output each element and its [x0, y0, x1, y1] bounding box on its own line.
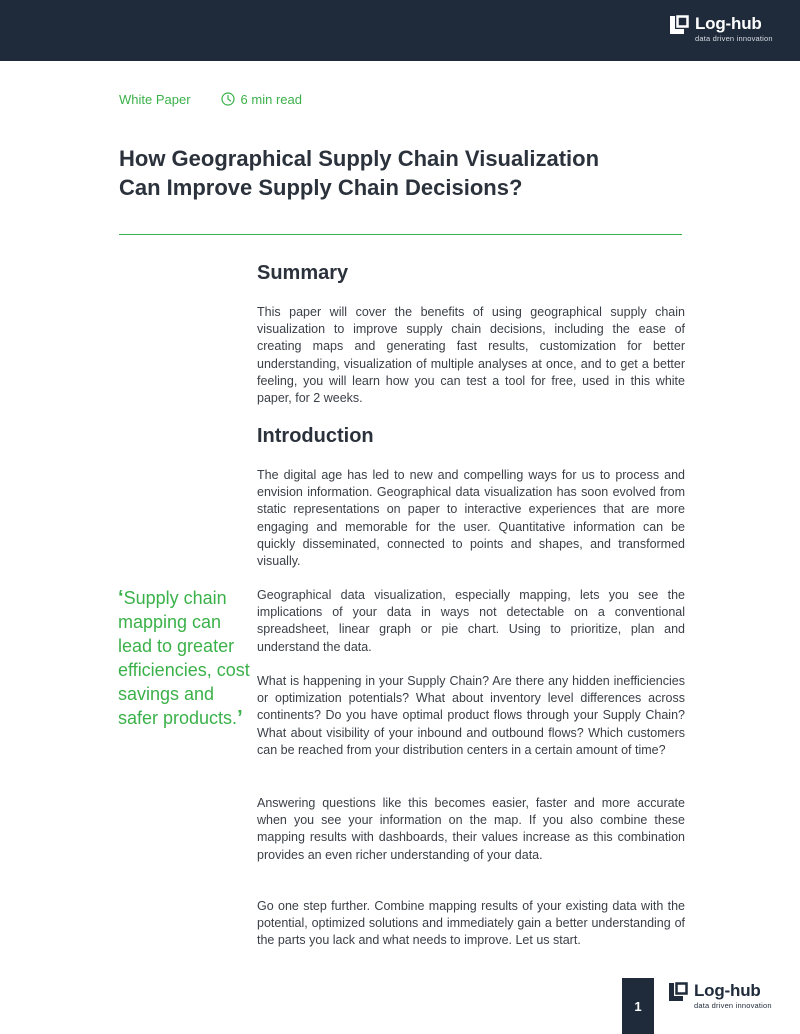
- introduction-section: [257, 424, 685, 448]
- log-hub-logo-icon: [669, 15, 689, 35]
- read-time: 6 min read: [240, 91, 302, 107]
- summary-heading: Summary: [257, 262, 349, 284]
- header-logo[interactable]: [669, 15, 773, 43]
- intro-block-4: [257, 795, 685, 864]
- summary-body: [257, 304, 685, 407]
- log-hub-logo-icon: [668, 982, 688, 1002]
- summary-section: [257, 261, 685, 285]
- page-title: [119, 144, 679, 202]
- intro-paragraph: What is happening in your Supply Chain? Are there any hidden inefficiencies or optimization potentials? What about inventory level differences across continents? Do you have optimal product flows through your Supply Chain? What about visibility of your inbound and outbound flows? Which customers can be reached from your distribution centers in a certain amount of time?: [257, 674, 685, 757]
- logo-tagline: data driven innovation: [695, 34, 773, 43]
- intro-paragraph: Answering questions like this becomes easier, faster and more accurate when you see your information on the map. If you also combine these mapping results with dashboards, their values increase as this combination provides an even richer understanding of your data.: [257, 796, 685, 862]
- intro-block-5: [257, 898, 685, 950]
- intro-block-1: [257, 467, 685, 570]
- page-number-badge: [622, 978, 654, 1034]
- logo-name: Log-hub: [695, 14, 762, 33]
- intro-block-2: [257, 587, 685, 656]
- quote-open-mark: ‘: [118, 587, 124, 609]
- intro-block-3: [257, 673, 685, 759]
- intro-paragraph: Go one step further. Combine mapping results of your existing data with the potential, optimized solutions and immediately gain a better understanding of the parts you lack and what needs to improve. Let us start.: [257, 899, 685, 948]
- page-number: 1: [634, 998, 642, 1014]
- quote-text: Supply chain mapping can lead to greater efficiencies, cost savings and safer products.: [118, 588, 250, 728]
- logo-name: Log-hub: [694, 981, 761, 1000]
- pull-quote: [118, 586, 250, 730]
- footer-logo[interactable]: [668, 982, 772, 1010]
- title-line-1: How Geographical Supply Chain Visualization: [119, 146, 600, 171]
- document-type: White Paper: [119, 91, 191, 107]
- document-meta: [119, 90, 302, 108]
- logo-tagline: data driven innovation: [694, 1001, 772, 1010]
- title-line-2: Can Improve Supply Chain Decisions?: [119, 175, 523, 200]
- introduction-heading: Introduction: [257, 425, 374, 447]
- summary-paragraph: This paper will cover the benefits of using geographical supply chain visualization to improve supply chain decisions, including the ease of creating maps and generating fast results, customization for better understanding, visualization of multiple analyses at once, and to get a better feeling, you will learn how you can test a tool for free, used in this white paper, for 2 weeks.: [257, 305, 685, 406]
- clock-icon: [221, 92, 235, 106]
- intro-paragraph: The digital age has led to new and compelling ways for us to process and envision information. Geographical data visualization has soon evolved from static representations on paper to interactive experiences that are more engaging and memorable for the user. Quantitative information can be quickly disseminated, connected to points and shapes, and transformed visually.: [257, 468, 685, 569]
- title-divider: [119, 234, 682, 235]
- intro-paragraph: Geographical data visualization, especially mapping, lets you see the implications of your data in ways not detectable on a conventional spreadsheet, linear graph or pie chart. Using to prioritize, plan and understand the data.: [257, 588, 685, 654]
- quote-close-mark: ’: [237, 707, 243, 729]
